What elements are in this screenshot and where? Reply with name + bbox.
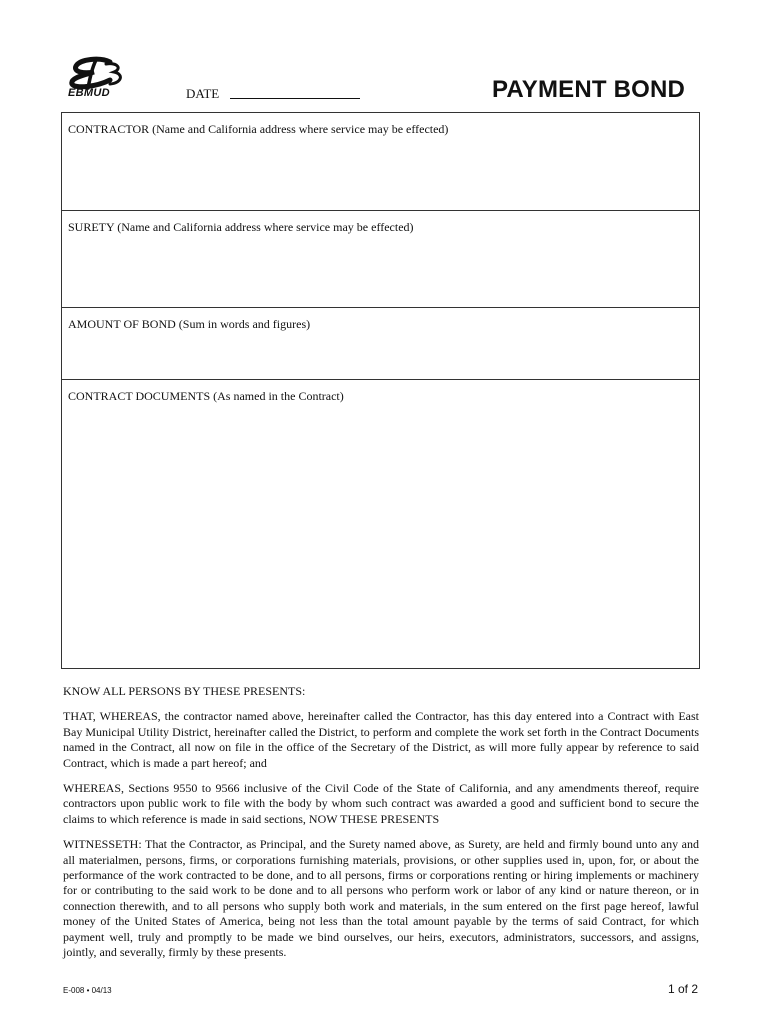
form-code: E-008 • 04/13 [63, 986, 112, 995]
date-field[interactable] [230, 98, 360, 99]
paragraph-whereas-civil-code: WHEREAS, Sections 9550 to 9566 inclusive of the Civil Code of the State of California, and any amendments thereof, require contractors upon public work to file with the body by whom such contract was awarded a good and sufficient bond to secure the claims to which reference is made in said sections, NOW THESE PRESENTS [63, 781, 699, 826]
page-title: PAYMENT BOND [492, 76, 686, 103]
bond-body [63, 684, 699, 971]
surety-section[interactable] [62, 211, 699, 308]
logo-text: EBMUD [68, 87, 110, 99]
contract-documents-section[interactable] [62, 380, 699, 668]
ebmud-logo-mark [66, 56, 128, 90]
body-heading: KNOW ALL PERSONS BY THESE PRESENTS: [63, 684, 306, 698]
amount-section[interactable] [62, 308, 699, 380]
contract-documents-label: CONTRACT DOCUMENTS (As named in the Contract) [68, 389, 344, 403]
contractor-label: CONTRACTOR (Name and California address where service may be effected) [68, 122, 449, 136]
page-number: 1 of 2 [667, 982, 698, 996]
paragraph-whereas-contract: THAT, WHEREAS, the contractor named above, hereinafter called the Contractor, has this day entered into a Contract with East Bay Municipal Utility District, hereinafter called the District, to perform and complete the work set forth in the Contract Documents named in the Contract, all now on file in the office of the Secretary of the District, as will more fully appear by reference to said Contract, which is made a part hereof; and [63, 709, 699, 770]
bond-form-box [61, 112, 700, 669]
contractor-section[interactable] [62, 113, 699, 211]
paragraph-witnesseth: WITNESSETH: That the Contractor, as Principal, and the Surety named above, as Surety, are held and firmly bound unto any and all materialmen, persons, firms, or corporations furnishing materials, provisions, or other supplies used in, upon, for, or about the performance of the work contracted to be done, and to all persons, firms or corporations renting or hiring implements or machinery for or contributing to the said work to be done and to all persons who perform work or labor of any kind or nature thereon, or in connection therewith, and to all persons who supply both work and materials, in the sum entered on the first page hereof, lawful money of the United States of America, being not less than the total amount payable by the terms of said Contract, for which payment well, truly and promptly to be made we bind ourselves, our heirs, executors, administrators, successors, and assigns, jointly, and severally, firmly by these presents. [63, 837, 699, 960]
ebmud-logo [66, 56, 128, 102]
surety-label: SURETY (Name and California address where service may be effected) [68, 220, 414, 234]
date-label: DATE [186, 86, 220, 101]
amount-label: AMOUNT OF BOND (Sum in words and figures) [68, 317, 311, 331]
